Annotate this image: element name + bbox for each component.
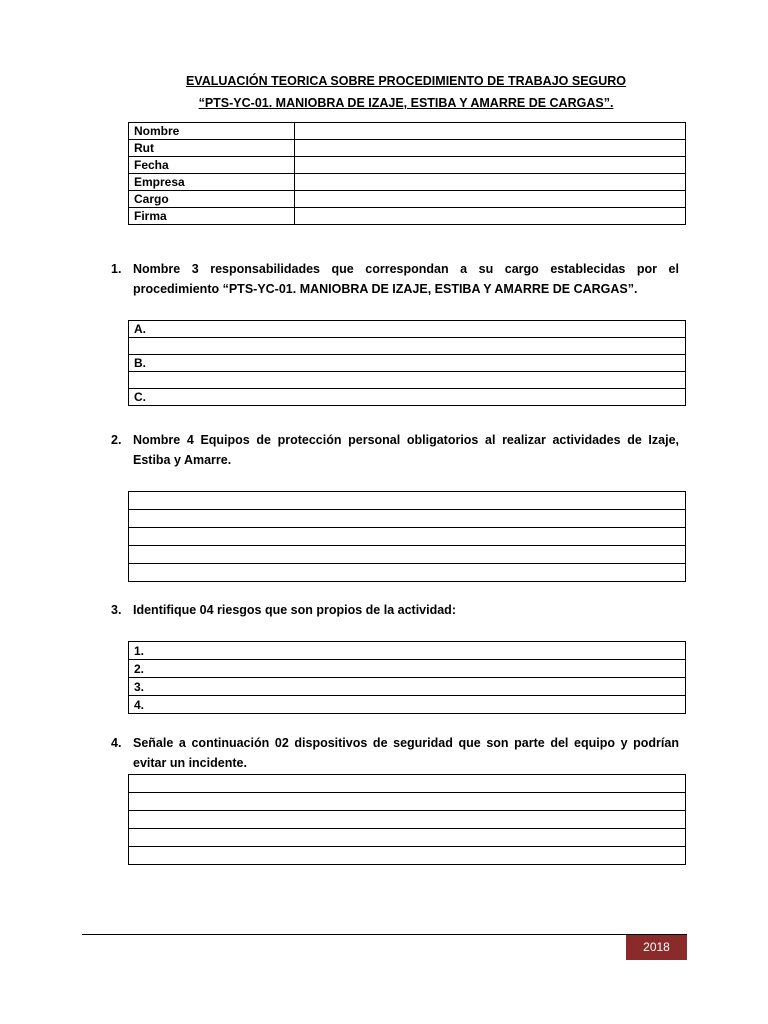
info-value-cell[interactable] xyxy=(295,123,686,140)
question-text: Señale a continuación 02 dispositivos de seguridad que son parte del equipo y podrían evitar un incidente. xyxy=(133,736,679,770)
answer-row xyxy=(129,564,686,582)
question-text: Nombre 4 Equipos de protección personal obligatorios al realizar actividades de Izaje, Estiba y Amarre. xyxy=(133,433,679,467)
info-label: Fecha xyxy=(129,157,295,174)
answer-cell[interactable] xyxy=(129,510,686,528)
answer-cell[interactable] xyxy=(129,564,686,582)
answer-row xyxy=(129,492,686,510)
info-row-nombre xyxy=(129,123,686,140)
answer-cell[interactable] xyxy=(129,528,686,546)
info-value-cell[interactable] xyxy=(295,191,686,208)
answer-cell[interactable]: B. xyxy=(129,355,686,372)
footer-divider xyxy=(82,934,687,935)
answer-row xyxy=(129,389,686,406)
info-value-cell[interactable] xyxy=(295,140,686,157)
question-2 xyxy=(111,430,679,470)
answer-row xyxy=(129,372,686,389)
answer-cell[interactable] xyxy=(129,811,686,829)
answer-row xyxy=(129,510,686,528)
info-label: Cargo xyxy=(129,191,295,208)
answer-cell[interactable] xyxy=(129,847,686,865)
question-1 xyxy=(111,259,679,299)
answer-row xyxy=(129,355,686,372)
answer-row xyxy=(129,847,686,865)
info-row-firma xyxy=(129,208,686,225)
info-row-empresa xyxy=(129,174,686,191)
info-label: Nombre xyxy=(129,123,295,140)
answer-cell[interactable] xyxy=(129,793,686,811)
info-label: Rut xyxy=(129,140,295,157)
year-badge: 2018 xyxy=(626,935,687,960)
info-row-rut xyxy=(129,140,686,157)
answer-table-4 xyxy=(128,774,686,865)
answer-cell[interactable]: 3. xyxy=(129,678,686,696)
answer-table-3 xyxy=(128,641,686,714)
answer-row xyxy=(129,678,686,696)
answer-row xyxy=(129,775,686,793)
answer-cell[interactable] xyxy=(129,829,686,847)
answer-cell[interactable] xyxy=(129,492,686,510)
info-label: Empresa xyxy=(129,174,295,191)
question-text: Nombre 3 responsabilidades que correspondan a su cargo establecidas por el procedimiento “PTS-YC-01. MANIOBRA DE IZAJE, ESTIBA Y AMARRE DE CARGAS”. xyxy=(133,262,679,296)
answer-row xyxy=(129,321,686,338)
question-4 xyxy=(111,733,679,773)
document-title-line1: EVALUACIÓN TEORICA SOBRE PROCEDIMIENTO DE TRABAJO SEGURO xyxy=(185,74,627,88)
answer-row xyxy=(129,546,686,564)
answer-row xyxy=(129,338,686,355)
answer-cell[interactable]: 4. xyxy=(129,696,686,714)
answer-row xyxy=(129,660,686,678)
info-table xyxy=(128,122,686,225)
info-value-cell[interactable] xyxy=(295,174,686,191)
answer-cell[interactable]: 2. xyxy=(129,660,686,678)
answer-row xyxy=(129,829,686,847)
info-row-fecha xyxy=(129,157,686,174)
question-number: 2. xyxy=(111,433,122,447)
answer-cell[interactable]: C. xyxy=(129,389,686,406)
answer-row xyxy=(129,642,686,660)
answer-cell[interactable]: A. xyxy=(129,321,686,338)
answer-table-2 xyxy=(128,491,686,582)
question-number: 1. xyxy=(111,262,122,276)
answer-row xyxy=(129,793,686,811)
question-number: 3. xyxy=(111,603,122,617)
info-label: Firma xyxy=(129,208,295,225)
answer-row xyxy=(129,528,686,546)
answer-cell[interactable] xyxy=(129,546,686,564)
answer-row xyxy=(129,696,686,714)
answer-cell[interactable] xyxy=(129,372,686,389)
answer-cell[interactable] xyxy=(129,775,686,793)
answer-row xyxy=(129,811,686,829)
answer-cell[interactable] xyxy=(129,338,686,355)
question-3 xyxy=(111,600,679,620)
answer-table-1 xyxy=(128,320,686,406)
answer-cell[interactable]: 1. xyxy=(129,642,686,660)
question-text: Identifique 04 riesgos que son propios de la actividad: xyxy=(133,603,456,617)
info-row-cargo xyxy=(129,191,686,208)
question-number: 4. xyxy=(111,736,122,750)
info-value-cell[interactable] xyxy=(295,208,686,225)
info-value-cell[interactable] xyxy=(295,157,686,174)
document-title-line2: “PTS-YC-01. MANIOBRA DE IZAJE, ESTIBA Y AMARRE DE CARGAS”. xyxy=(198,96,614,110)
